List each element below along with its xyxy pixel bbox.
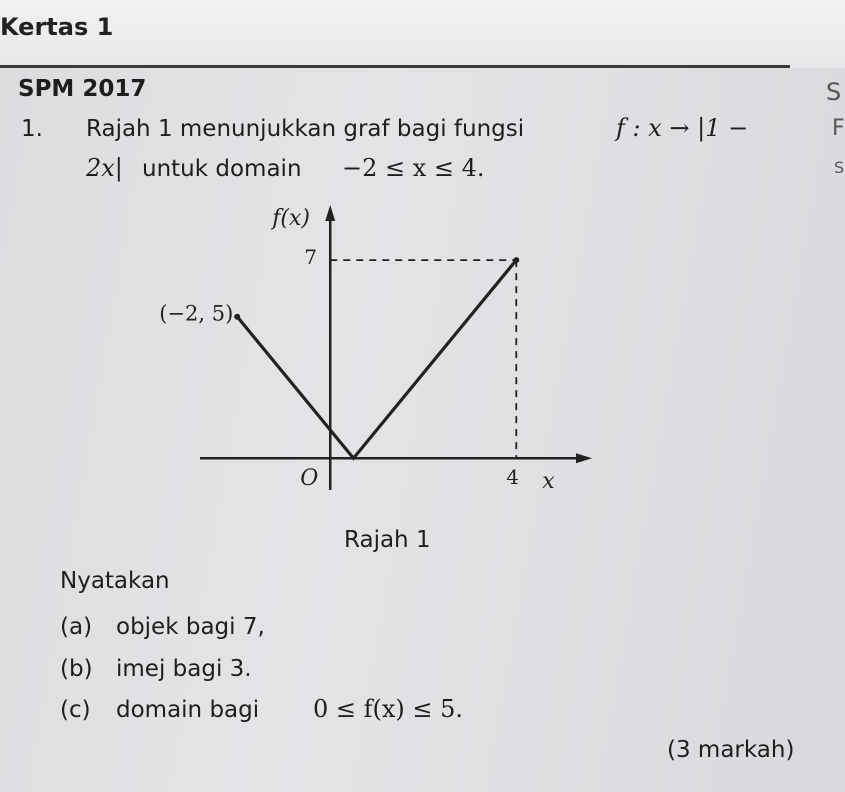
part-b-text: imej bagi 3. — [116, 656, 252, 682]
part-c-label: (c) — [60, 697, 91, 723]
figure-caption: Rajah 1 — [344, 527, 431, 553]
x-axis-label: x — [542, 469, 555, 495]
question-text-line2: untuk domain — [142, 156, 302, 182]
function-graph — [159, 195, 600, 495]
function-line — [237, 260, 516, 458]
edge-char: S — [834, 158, 845, 177]
exam-label: SPM 2017 — [18, 76, 147, 102]
part-c-inequality: 0 ≤ f(x) ≤ 5. — [313, 695, 464, 723]
domain-inequality: −2 ≤ x ≤ 4. — [342, 154, 485, 182]
y-axis-arrow — [325, 205, 335, 221]
x-tick-label: 4 — [506, 465, 520, 490]
edge-char: S — [826, 78, 842, 106]
part-a-label: (a) — [60, 614, 93, 640]
question-number: 1. — [21, 116, 43, 142]
part-b-label: (b) — [60, 656, 93, 682]
part-a-text: objek bagi 7, — [116, 614, 265, 640]
instruction: Nyatakan — [60, 568, 170, 594]
point-label: (−2, 5) — [159, 301, 234, 326]
x-axis-arrow — [576, 453, 592, 463]
page-header-area — [0, 0, 845, 68]
marks-label: (3 markah) — [667, 737, 795, 763]
y-axis-label: f(x) — [272, 206, 310, 231]
function-definition-end: 2x| — [86, 154, 123, 182]
edge-char: F — [832, 116, 845, 141]
paper-title: Kertas 1 — [0, 13, 114, 41]
endpoint-marker — [513, 257, 519, 263]
part-c-text: domain bagi — [116, 697, 260, 723]
question-text-line1: Rajah 1 menunjukkan graf bagi fungsi — [86, 116, 525, 142]
endpoint-marker — [234, 314, 240, 320]
max-value-label: 7 — [304, 245, 317, 270]
origin-label: O — [300, 466, 319, 492]
function-definition: f : x → |1 − — [616, 114, 749, 142]
